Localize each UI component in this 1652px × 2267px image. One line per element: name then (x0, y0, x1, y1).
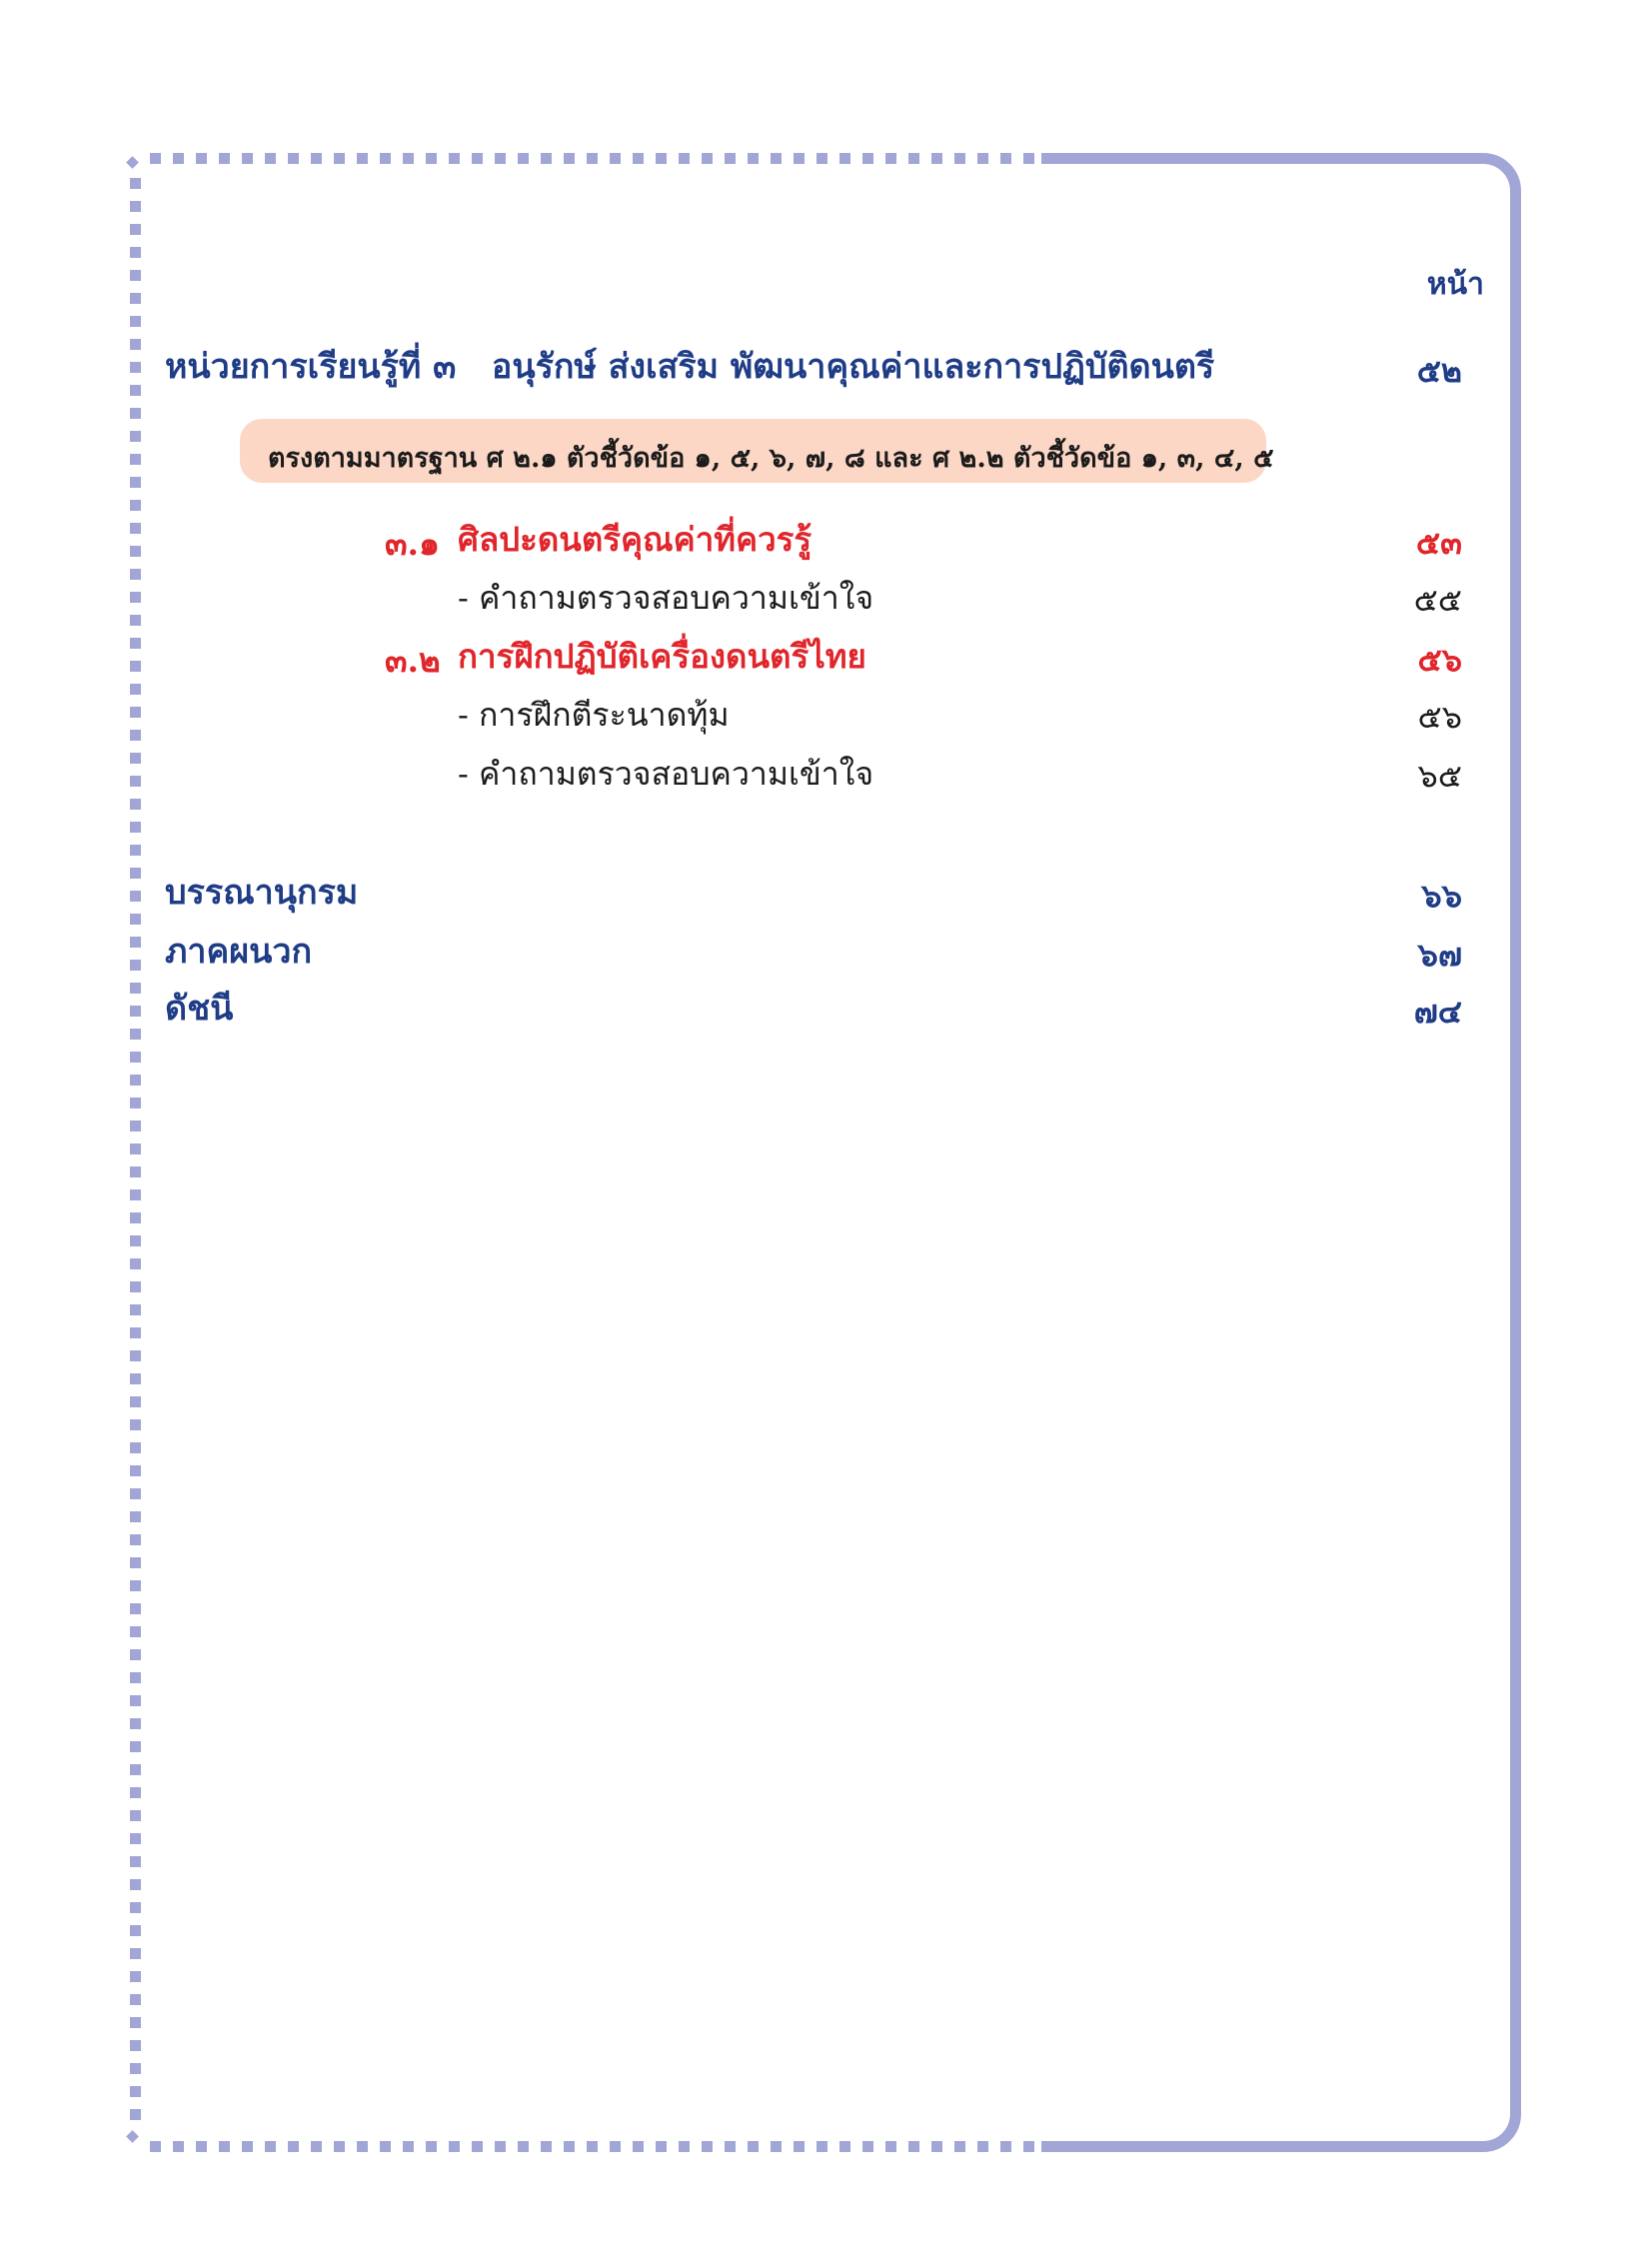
toc-subitem-link[interactable]: - คำถามตรวจสอบความเข้าใจ (458, 755, 874, 793)
back-matter-page: ๗๔ (1413, 993, 1462, 1031)
unit-title: หน่วยการเรียนรู้ที่ ๓ อนุรักษ์ ส่งเสริม พัฒนาคุณค่าและการปฏิบัติดนตรี (165, 347, 1215, 387)
standard-banner (240, 419, 1274, 483)
frame-dashed-left (130, 178, 141, 2132)
section-page-number: ๕๓ (1415, 524, 1462, 562)
frame-dashed-bottom (150, 2141, 1041, 2152)
section-title-link[interactable]: ศิลปะดนตรีคุณค่าที่ควรรู้ (458, 520, 813, 559)
back-matter-appendix-link[interactable]: ภาคผนวก (165, 932, 313, 972)
standard-text: ตรงตามมาตรฐาน ศ ๒.๑ ตัวชี้วัดข้อ ๑, ๕, ๖, ๗, ๘ และ ศ ๒.๒ ตัวชี้วัดข้อ ๑, ๓, ๔, ๕ (268, 443, 1274, 474)
section-title-link[interactable]: การฝึกปฏิบัติเครื่องดนตรีไทย (458, 637, 866, 676)
back-matter-index-link[interactable]: ดัชนี (165, 989, 234, 1029)
frame-dashed-top (150, 153, 1041, 164)
toc-subitem-page: ๖๕ (1417, 757, 1462, 795)
back-matter-page: ๖๖ (1421, 877, 1462, 915)
toc-subitem-page: ๕๖ (1417, 698, 1462, 736)
toc-subitem-page: ๕๕ (1413, 581, 1462, 619)
section-number: ๓.๑ (385, 524, 440, 563)
back-matter-bibliography-link[interactable]: บรรณานุกรม (165, 873, 359, 913)
toc-subitem-link[interactable]: - คำถามตรวจสอบความเข้าใจ (458, 579, 874, 617)
section-number: ๓.๒ (385, 641, 441, 680)
back-matter-page: ๖๗ (1417, 936, 1462, 974)
page-column-header: หน้า (1426, 267, 1484, 302)
unit-page-number: ๕๒ (1416, 352, 1462, 390)
toc-subitem-link[interactable]: - การฝึกตีระนาดทุ้ม (458, 696, 730, 734)
section-page-number: ๕๖ (1417, 641, 1462, 679)
